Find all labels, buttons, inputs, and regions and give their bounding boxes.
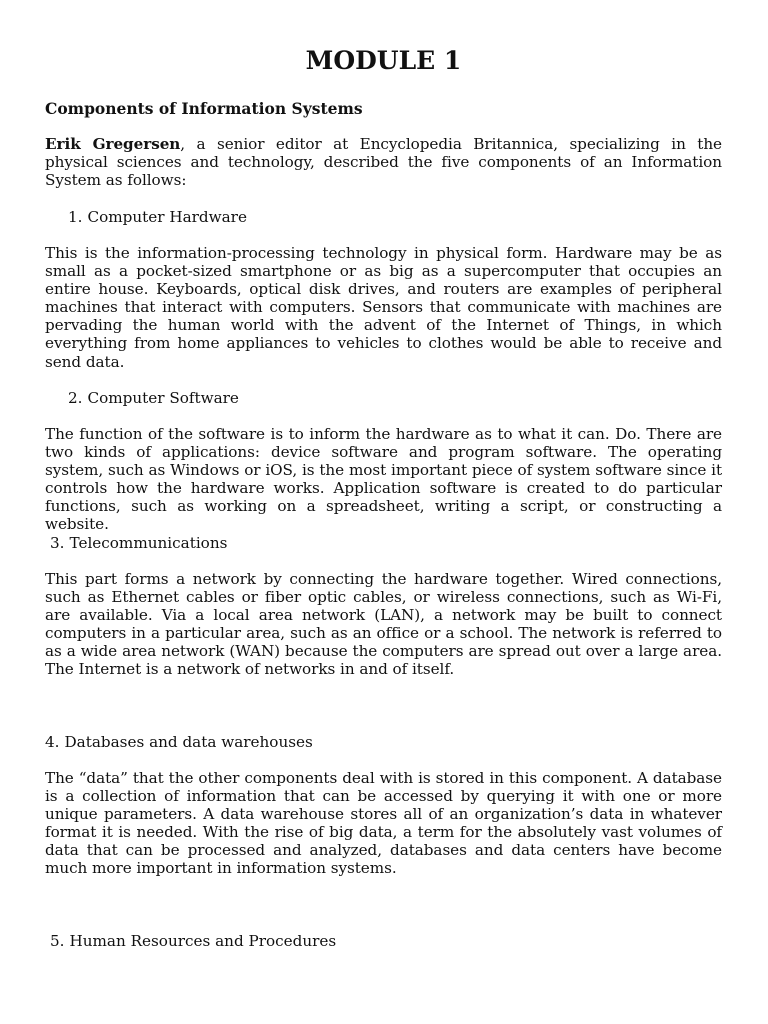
heading-databases [45,733,313,751]
heading-number: 2. [68,389,83,407]
heading-human-resources [50,932,336,950]
heading-label: Human Resources and Procedures [69,932,337,950]
heading-software [68,389,239,407]
heading-label: Computer Hardware [87,208,247,226]
paragraph-software: The function of the software is to inform the hardware as to what it can. Do. There are two kinds of applications: device software and program software. The operating system, such as Windows or iOS, is the most important piece of system software since it controls how the hardware works. Application software is created to do particular functions, such as working on a spreadsheet, writing a script, or constructing a website. [45,425,722,534]
paragraph-hardware: This is the information-processing technology in physical form. Hardware may be as small as a pocket-sized smartphone or as big as a supercomputer that occupies an entire house. Keyboards, optical disk drives, and routers are examples of peripheral machines that interact with computers. Sensors that communicate with machines are pervading the human world with the advent of the Internet of Things, in which everything from home appliances to vehicles to clothes would be able to receive and send data. [45,244,722,371]
heading-number: 3. [50,534,65,552]
section-subtitle: Components of Information Systems [45,99,363,118]
heading-label: Databases and data warehouses [64,733,313,751]
heading-number: 5. [50,932,65,950]
intro-paragraph [45,135,722,189]
heading-telecommunications [50,534,227,552]
heading-label: Telecommunications [69,534,228,552]
heading-number: 4. [45,733,60,751]
intro-text: , a senior editor at Encyclopedia Britannica, specializing in the physical sciences and technology, described the five components of an Information System as follows: [45,135,722,190]
heading-hardware [68,208,247,226]
author-name: Erik Gregersen [45,135,181,153]
heading-number: 1. [68,208,83,226]
paragraph-telecommunications: This part forms a network by connecting the hardware together. Wired connections, such as Ethernet cables or fiber optic cables, or wireless connections, such as Wi-Fi, are available. Via a local area network (LAN), a network may be built to connect computers in a particular area, such as an office or a school. The network is referred to as a wide area network (WAN) because the computers are spread out over a large area. The Internet is a network of networks in and of itself. [45,570,722,679]
heading-label: Computer Software [87,389,239,407]
paragraph-databases: The “data” that the other components deal with is stored in this component. A database is a collection of information that can be accessed by querying it with one or more unique parameters. A data warehouse stores all of an organization’s data in whatever format it is needed. With the rise of big data, a term for the absolutely vast volumes of data that can be processed and analyzed, databases and data centers have become much more important in information systems. [45,769,722,878]
page-title: MODULE 1 [305,46,462,75]
